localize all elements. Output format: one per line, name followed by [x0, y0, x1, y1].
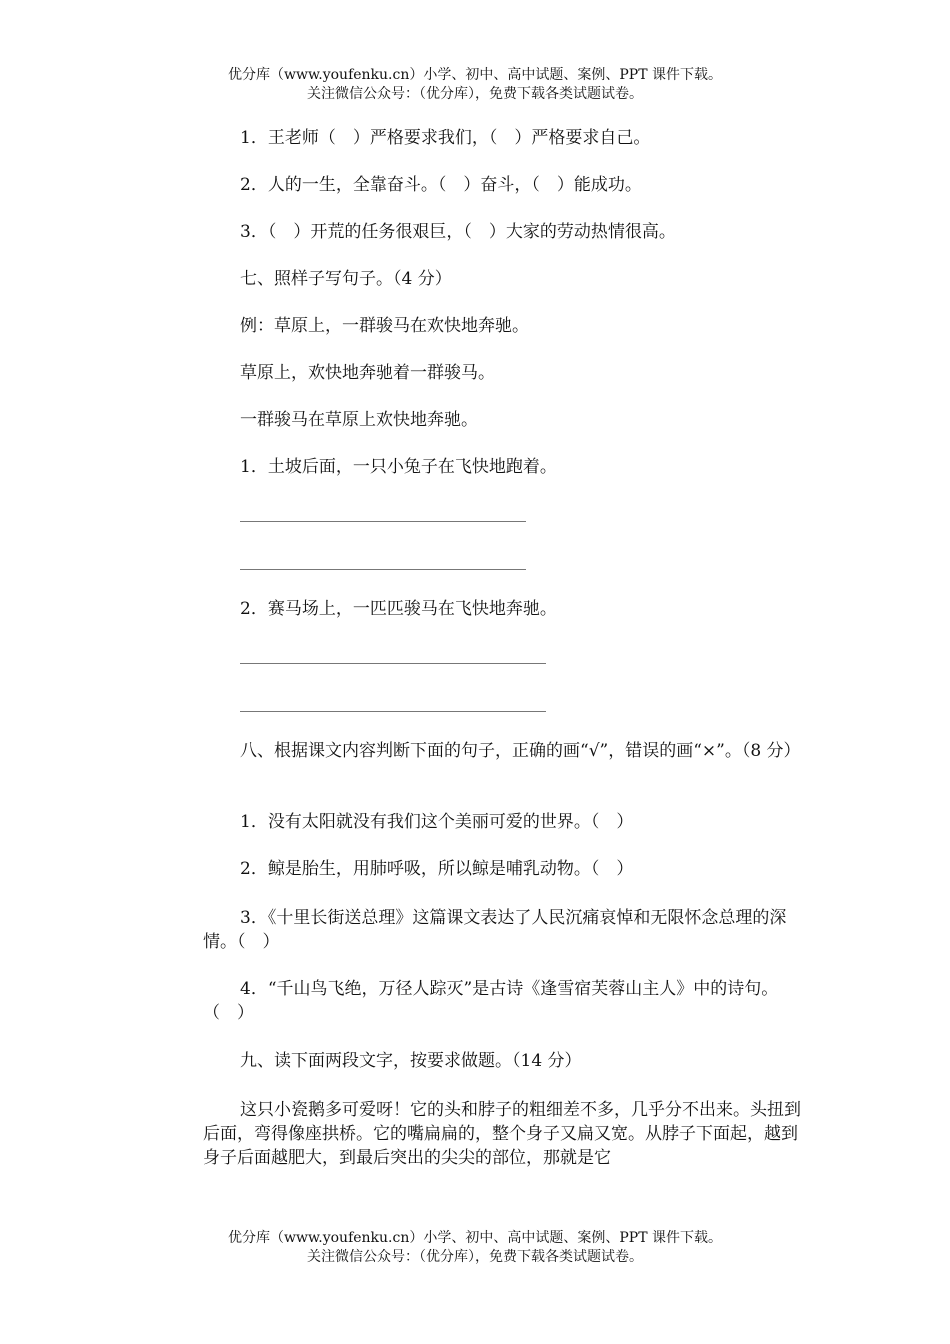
footer-line-2: 关注微信公众号：（优分库），免费下载各类试题试卷。 [307, 1249, 643, 1265]
answer-line[interactable] [240, 711, 546, 712]
section8-item-3: 3．《十里长街送总理》这篇课文表达了人民沉痛哀悼和无限怀念总理的深情。（ ） [203, 908, 787, 952]
section9-title: 九、读下面两段文字，按要求做题。（14 分） [240, 1051, 582, 1071]
section7-example-a: 草原上，欢快地奔驰着一群骏马。 [240, 363, 495, 383]
section9-passage: 这只小瓷鹅多可爱呀！它的头和脖子的粗细差不多，几乎分不出来。头扭到后面，弯得像座拱桥。它的嘴扁扁的，整个身子又扁又宽。从脖子下面起，越到身子后面越肥大，到最后突出的尖尖的部位，那就是它 [203, 1100, 801, 1168]
section7-example: 例：草原上，一群骏马在欢快地奔驰。 [240, 316, 529, 336]
section6-item-1: 1．王老师（ ）严格要求我们，（ ）严格要求自己。 [240, 128, 651, 148]
section7-question-1: 1．土坡后面，一只小兔子在飞快地跑着。 [240, 457, 557, 477]
section8-item-4: 4．“千山鸟飞绝，万径人踪灭”是古诗《逢雪宿芙蓉山主人》中的诗句。（ ） [203, 979, 779, 1023]
section6-item-3: 3．（ ）开荒的任务很艰巨，（ ）大家的劳动热情很高。 [240, 222, 676, 242]
section8-title: 八、根据课文内容判断下面的句子，正确的画“√”，错误的画“×”。（8 分） [240, 741, 801, 761]
header-line-1: 优分库（www.youfenku.cn）小学、初中、高中试题、案例、PPT 课件下载。 [227, 67, 722, 83]
header-line-2: 关注微信公众号：（优分库），免费下载各类试题试卷。 [307, 86, 643, 102]
section8-item-2: 2．鲸是胎生，用肺呼吸，所以鲸是哺乳动物。（ ） [240, 859, 634, 879]
answer-line[interactable] [240, 569, 526, 570]
section7-question-2: 2．赛马场上，一匹匹骏马在飞快地奔驰。 [240, 599, 557, 619]
footer-line-1: 优分库（www.youfenku.cn）小学、初中、高中试题、案例、PPT 课件下载。 [227, 1230, 722, 1246]
answer-line[interactable] [240, 521, 526, 522]
section7-example-b: 一群骏马在草原上欢快地奔驰。 [240, 410, 478, 430]
section6-item-2: 2．人的一生，全靠奋斗。（ ）奋斗，（ ）能成功。 [240, 175, 642, 195]
section7-title: 七、照样子写句子。（4 分） [240, 269, 452, 289]
section8-item-1: 1．没有太阳就没有我们这个美丽可爱的世界。（ ） [240, 812, 634, 832]
answer-line[interactable] [240, 663, 546, 664]
